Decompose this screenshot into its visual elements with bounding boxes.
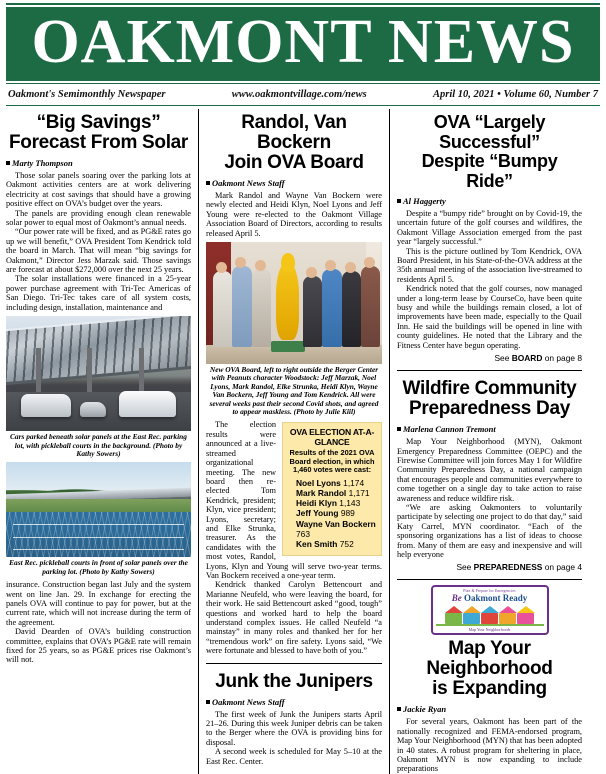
candidate-votes: 989 [340, 508, 355, 519]
paragraph: “We are asking Oakmonters to voluntarily participate by selecting one project to do that day,” said Katy Carrel, MYN coordinator. “Each of the sponsoring organizations has a list of ideas to choose from. Many of them are easy and inexpensive and will help everyone [397, 502, 582, 559]
photo-caption: East Rec. pickleball courts in front of solar panels over the parking lot. (Photo by Kathy Sowers) [9, 558, 188, 576]
headline-line-2: Preparedness Day [408, 398, 570, 420]
photo-person-head [306, 267, 317, 278]
byline-square-icon [397, 427, 401, 431]
photo-person-head [364, 257, 375, 268]
photo-car [80, 402, 106, 417]
tagline: Oakmont's Semimonthly Newspaper [8, 89, 166, 100]
logo-title [436, 593, 544, 603]
photo-grass [6, 499, 191, 512]
headline-line-2: is Expanding [432, 678, 547, 700]
photo-person-head [235, 257, 246, 268]
house-icon [517, 606, 534, 624]
paragraph: Mark Randol and Wayne Van Bockern were newly elected and Heidi Klyn, Noel Lyons and Jeff Young were re-elected to the Oakmont Village Association Board of Directors, according to results released April 5. [206, 191, 382, 238]
jump-keyword: PREPAREDNESS [473, 562, 543, 573]
glance-subtitle-line-1: Results of the 2021 OVA Board election, [289, 448, 375, 466]
byline-oakmont-news-staff [206, 178, 382, 188]
byline-text: Marty Thompson [12, 158, 73, 168]
logo-grass-strip [436, 624, 544, 626]
election-result-row [288, 508, 376, 518]
byline-text: Al Haggerty [403, 196, 446, 206]
glance-subtitle-line-2: in which 1,460 votes were cast: [292, 456, 375, 475]
byline-square-icon [6, 161, 10, 165]
paragraph: Those solar panels soaring over the parking lots at Oakmont activities centers are at work delivering electricity at cost savings that should have a growing positive effect on OVA’s budget over the years. [6, 171, 191, 209]
photo-ova-board-group [206, 242, 382, 364]
candidate-name: Jeff Young [296, 508, 339, 519]
byline-square-icon [397, 707, 401, 711]
logo-house-row [436, 604, 544, 624]
photo-person [361, 266, 380, 347]
headline-line-1: Wildfire Community [402, 378, 577, 400]
byline-jackie-ryan [397, 704, 582, 714]
jump-prefix: See [494, 353, 512, 364]
column-one [6, 109, 198, 774]
headline-junk-the-junipers: Junk the Junipers [215, 670, 373, 692]
dateline-bar [6, 86, 600, 103]
byline-marty-thompson [6, 158, 191, 168]
candidate-name: Noel Lyons [296, 477, 341, 488]
paragraph: The first week of Junk the Junipers starts April 21–26. During this week Juniper debris can be taken to the Berger where the OVA is providing bins for disposal. [206, 709, 382, 747]
headline-line-2: Join OVA Board [224, 152, 364, 173]
headline-line-2: Forecast From Solar [8, 132, 189, 153]
photo-person [232, 266, 251, 347]
election-result-row [288, 498, 376, 508]
jump-prefix: See [456, 562, 474, 573]
article-columns [6, 109, 600, 774]
jump-line-preparedness[interactable] [397, 562, 582, 572]
masthead-bottom-rule [6, 83, 600, 84]
paragraph: A second week is scheduled for May 5–10 at the East Rec. Center. [206, 747, 382, 766]
byline-oakmont-news-staff [206, 697, 382, 707]
paragraph: The panels are providing enough clean renewable solar power to equal most of Oakmont’s annual needs. [6, 208, 191, 228]
election-at-a-glance-box [282, 422, 382, 556]
photo-person-head [325, 260, 336, 271]
photo-car [21, 394, 71, 417]
photo-person-head [345, 262, 356, 273]
logo-main-text: Oakmont Ready [463, 593, 528, 604]
headline-line-2: Despite “Bumpy Ride” [421, 151, 558, 191]
photo-pickleball-courts [6, 462, 191, 557]
headline-line-1: “Big Savings” [36, 112, 161, 133]
be-oakmont-ready-logo-wrap [397, 585, 582, 635]
photo-person [342, 271, 361, 347]
byline-text: Oakmont News Staff [212, 696, 285, 707]
candidate-name: Ken Smith [296, 538, 338, 549]
paragraph: Despite a “bumpy ride” brought on by Covid-19, the uncertain future of the golf courses and wildfires, the Oakmont Village Association emerged from the past year “largely successful.” [397, 209, 582, 247]
headline-wildfire-preparedness-day [397, 379, 582, 419]
candidate-votes: 1,171 [348, 487, 370, 498]
byline-square-icon [397, 199, 401, 203]
headline-line-1: Randol, Van Bockern [241, 112, 347, 153]
byline-text: Oakmont News Staff [212, 178, 285, 188]
glance-subtitle [288, 449, 376, 474]
photo-solar-carport [6, 316, 191, 431]
paragraph: David Dearden of OVA’s building construction committee, explains that OVA’s PG&E rate will remain fixed for 25 years, so as PG&E prices rise Oakmont’s will not. [6, 627, 191, 665]
byline-square-icon [206, 700, 210, 704]
photo-person [322, 269, 341, 347]
byline-al-haggerty [397, 196, 582, 206]
headline-randol-van-bockern [206, 113, 382, 173]
candidate-votes: 763 [296, 528, 310, 539]
column-three [390, 109, 582, 774]
house-icon [499, 606, 516, 624]
photo-person [213, 271, 232, 347]
photo-person [303, 276, 322, 347]
house-icon [445, 606, 462, 624]
candidate-votes: 1,143 [339, 498, 361, 509]
logo-subtitle: Map Your Neighborhoods [468, 627, 511, 633]
photo-person-head [216, 262, 227, 273]
photo-person-head [255, 260, 266, 271]
issue-info: April 10, 2021 • Volume 60, Number 7 [433, 89, 598, 100]
masthead-top-rule [6, 3, 600, 5]
section-divider [397, 370, 582, 371]
newspaper-front-page [0, 3, 606, 774]
election-result-row [288, 519, 376, 539]
election-result-row [288, 539, 376, 549]
paragraph: For several years, Oakmont has been part of the nationally recognized and FEMA-endorsed program, Map Your Neighborhood (MYN) that has been adopted in 40 states. A robust program for sheltering in place, Oakmont MYN is now expanding to include preparations [397, 717, 582, 774]
headline-map-your-neighborhood [397, 639, 582, 699]
paragraph: insurance. Construction began last July and the system went on line Jan. 29. In exchange for erecting the panels OVA will continue to pay for power, but at the current rate, which will not increase during the term of the agreement. [6, 580, 191, 627]
headline-big-savings [6, 113, 191, 153]
paragraph: The solar installations were financed in a 25-year power purchase agreement with Tri-Tec Americas of San Diego. Tri-Tec takes care of all system costs, including design, installation, maintenance and [6, 274, 191, 312]
section-divider [397, 579, 582, 580]
website-url[interactable]: www.oakmontvillage.com/news [231, 89, 367, 100]
masthead-banner [6, 7, 600, 81]
paragraph: Map Your Neighborhood (MYN), Oakmont Emergency Preparedness Committee (OEPC) and the Firewise Committee will join forces May 1 for Wildfire Community Preparedness Day, a national campaign that encourages people and communities everywhere to come together on a single day to take action to raise awareness and reduce wildfire risk. [397, 437, 582, 503]
dateline-rule [6, 105, 600, 106]
election-result-row [288, 488, 376, 498]
paragraph: Kendrick thanked Carolyn Bettencourt and Marianne Neufeld, who were leaving the board, for their work. He said Bettencourt asked “good, tough” questions and worked hard to help the board understand complex issues. He called Neufeld “a mainstay” in many roles and thanked her for her “tremendous work” on fire safety. Lyons said, “We were fortunate and blessed to have both of you.” [206, 580, 382, 656]
photo-solar-canopy [6, 316, 191, 385]
candidate-name: Mark Randol [296, 487, 347, 498]
candidate-votes: 752 [339, 538, 354, 549]
house-icon [481, 606, 498, 624]
be-oakmont-ready-logo [431, 585, 549, 635]
section-divider [206, 663, 382, 664]
photo-step-stool [271, 341, 304, 352]
newspaper-title: OAKMONT NEWS [31, 8, 575, 76]
logo-be-word: Be [451, 593, 462, 604]
house-icon [463, 606, 480, 624]
headline-ova-largely-successful [397, 113, 582, 191]
headline-line-1: OVA “Largely Successful” [433, 112, 546, 152]
headline-line-1: Map Your Neighborhood [426, 638, 553, 680]
photo-woodstock-character [276, 264, 299, 340]
candidate-name: Wayne Van Bockern [296, 518, 376, 529]
photo-car [119, 391, 176, 417]
byline-text: Jackie Ryan [403, 704, 447, 715]
photo-fence [6, 512, 191, 558]
photo-person [252, 269, 271, 347]
election-result-row [288, 478, 376, 488]
paragraph: The election results were announced at a live-streamed organizational meeting. The new board then re-elected Tom Kendrick, president; Klyn, vice president; Lyons, secretary; and Elke Strunka, treasurer. As the candidates with the most votes, Randol, Lyons, Klyn and Young will serve two-year terms. Van Bockern received a one-year term. [206, 420, 382, 580]
paragraph: “Our power rate will be fixed, and as PG&E rates go up we will benefit,” OVA President Tom Kendrick told the board in March. That will mean “big savings for Oakmont,” Director Jess Marzak said. Those savings are forecast at about $272,000 over the next 25 years. [6, 227, 191, 275]
jump-keyword: BOARD [511, 353, 543, 364]
byline-square-icon [206, 181, 210, 185]
byline-text: Marlena Cannon Tremont [403, 424, 496, 435]
candidate-name: Heidi Klyn [296, 498, 337, 509]
logo-tagline: Plan & Prepare for Emergencies [463, 589, 516, 594]
paragraph: Kendrick noted that the golf courses, now managed under a long-term lease by CourseCo, have been quite busy and while the buildings remain closed, a lot of improvements have been made, especially to the Quail Inn. He said the buildings will be opened in line with county guidelines. He noted that the Library and the Fitness Center have begun operating. [397, 284, 582, 350]
candidate-votes: 1,174 [343, 477, 365, 488]
photo-caption: New OVA Board, left to right outside the Berger Center with Peanuts character Woodstock: Jeff Marzak, Noel Lyons, Mark Randol, Elke Strunka, Heidi Klyn, Wayne Van Bockern, Jeff Young and Tom Kendrick. All were several weeks past their second Covid shots, and agreed to appear maskless. (Photo by Julie Kiil) [209, 365, 379, 417]
jump-line-board[interactable] [397, 353, 582, 363]
jump-suffix: on page 8 [542, 353, 582, 364]
column-two [198, 109, 390, 774]
photo-caption: Cars parked beneath solar panels at the East Rec. parking lot, with pickleball courts in the background. (Photo by Kathy Sowers) [10, 432, 187, 458]
glance-title: OVA ELECTION AT-A-GLANCE [289, 427, 375, 448]
paragraph: This is the picture outlined by Tom Kendrick, OVA Board President, in his State-of-the-OVA address at the 35th annual meeting of the association live-streamed to residents April 5. [397, 246, 582, 284]
byline-marlena-cannon-tremont [397, 424, 582, 434]
jump-suffix: on page 4 [542, 562, 582, 573]
